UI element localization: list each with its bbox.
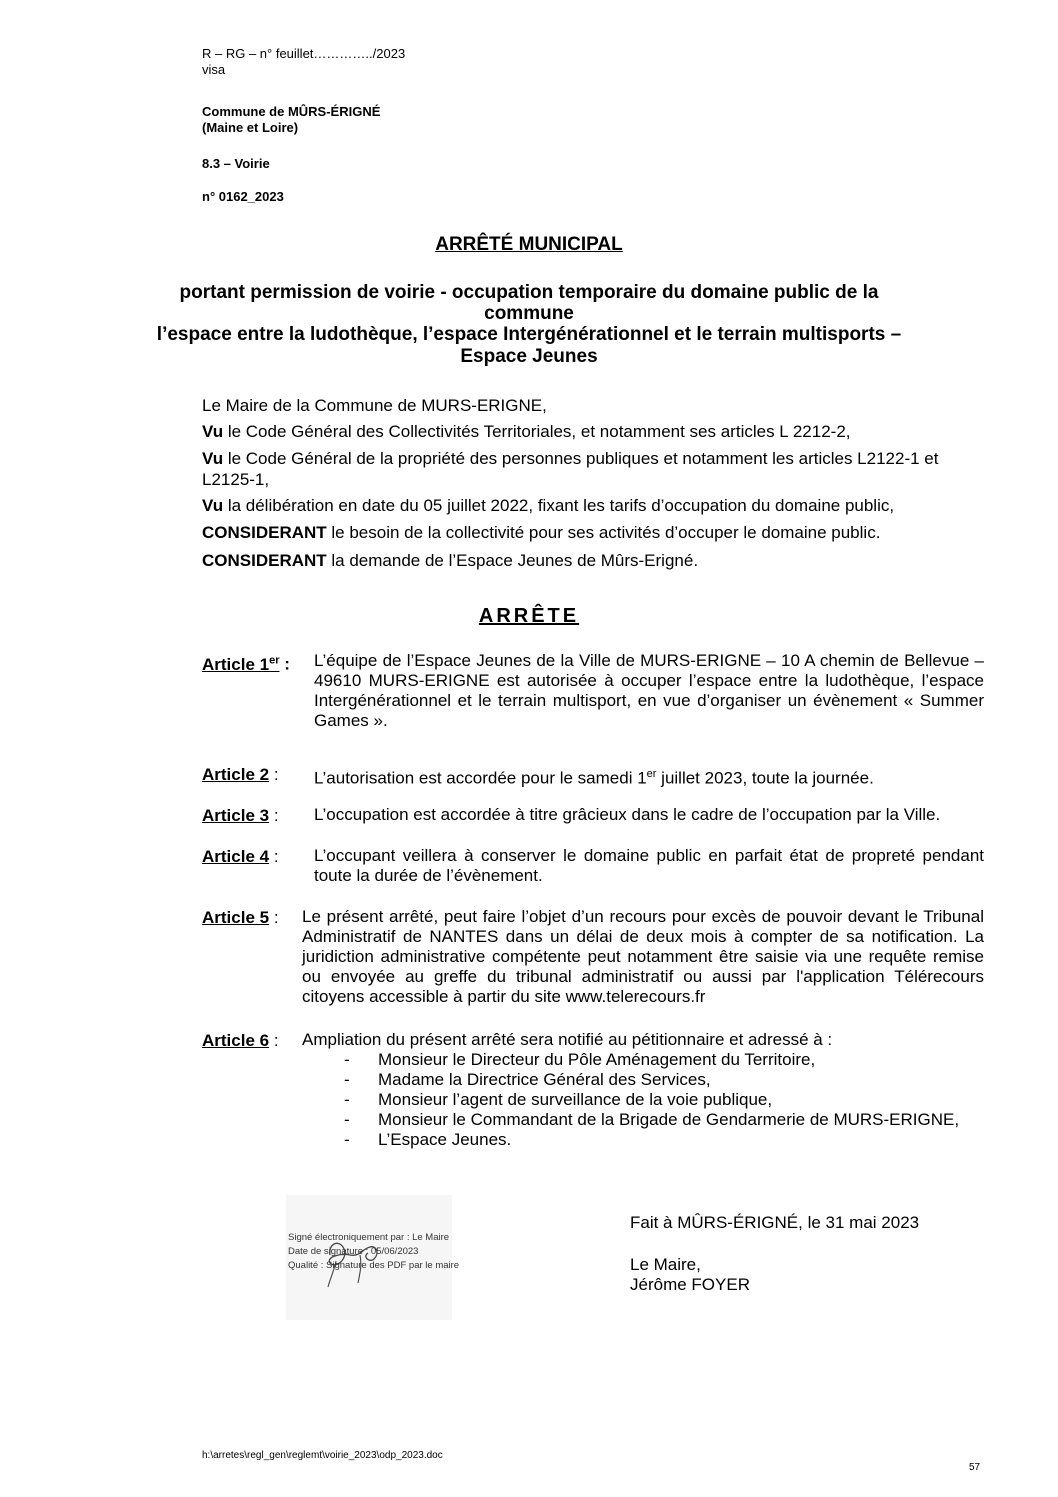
- article-2-text: [314, 764, 984, 789]
- article-6-label: [202, 1030, 279, 1051]
- recipient-item: - Monsieur le Commandant de la Brigade de Gendarmerie de MURS-ERIGNE,: [344, 1110, 984, 1130]
- preamble-item: [202, 522, 984, 543]
- subtitle-line-3: l’espace entre la ludothèque, l’espace Intergénérationnel et le terrain multisports –: [156, 324, 902, 345]
- signature-stamp-line-3: Qualité : Signature des PDF par le maire: [288, 1260, 460, 1271]
- arrete-heading-text: ARRÊTE: [478, 605, 580, 627]
- signature-stamp-line-2: Date de signature : 05/06/2023: [288, 1246, 419, 1257]
- article-2-text-after: juillet 2023, toute la journée.: [656, 768, 874, 788]
- article-label-text: Article 1: [202, 654, 270, 674]
- subtitle-line-1: portant permission de voirie - occupation temporaire du domaine public de la: [179, 282, 879, 303]
- document-title: [0, 234, 1058, 255]
- article-2-text-before: L’autorisation est accordée pour le samedi 1: [314, 768, 647, 788]
- preamble-text: la délibération en date du 05 juillet 2022, fixant les tarifs d’occupation du domaine public,: [223, 496, 895, 515]
- recipient-item: - Madame la Directrice Général des Services,: [344, 1070, 984, 1090]
- subtitle-line-2: commune: [484, 303, 574, 324]
- article-2-sup: er: [646, 768, 657, 780]
- article-label-text: Article 2: [202, 765, 270, 784]
- article-3-text: L’occupation est accordée à titre grâcieux dans le cadre de l’occupation par la Ville.: [314, 805, 941, 824]
- article-label-colon: :: [269, 908, 279, 927]
- commune-department: (Maine et Loire): [202, 120, 299, 135]
- footer-file-path: h:\arretes\regl_gen\reglemt\voirie_2023\odp_2023.doc: [202, 1450, 443, 1461]
- recipient-item: - Monsieur l’agent de surveillance de la voie publique,: [344, 1090, 984, 1110]
- preamble-item: [202, 495, 984, 516]
- arrete-number: n° 0162_2023: [202, 189, 284, 204]
- signature-name: Jérôme FOYER: [630, 1275, 750, 1294]
- preamble-text: le Code Général de la propriété des personnes publiques et notamment les articles L2122-1 et L2125-1,: [202, 449, 939, 489]
- article-1-text: L’équipe de l’Espace Jeunes de la Ville de MURS-ERIGNE – 10 A chemin de Bellevue – 49610 MURS-ERIGNE est autorisée à occuper l’espace entre la ludothèque, l’espace Intergénérationnel et le terrain multisport, en vue d’organiser un évènement « Summer Games ».: [314, 651, 984, 730]
- header-ref-line: R – RG – n° feuillet…………../2023: [202, 46, 406, 61]
- subtitle-line-4: Espace Jeunes: [460, 346, 598, 367]
- preamble-keyword: CONSIDERANT: [202, 551, 327, 570]
- signature-role: Le Maire,: [630, 1255, 701, 1274]
- recipients-list: [344, 1050, 984, 1150]
- article-label-colon: :: [269, 1031, 279, 1050]
- recipient-item: - L’Espace Jeunes.: [344, 1130, 984, 1150]
- article-2-label: [202, 764, 279, 785]
- article-5-label: [202, 907, 279, 928]
- document-title-text: ARRÊTÉ MUNICIPAL: [435, 234, 623, 255]
- preamble-text: le besoin de la collectivité pour ses activités d’occuper le domaine public.: [326, 523, 881, 542]
- article-label-colon: :: [279, 654, 290, 674]
- signature-place-date: Fait à MÛRS-ÉRIGNÉ, le 31 mai 2023: [630, 1213, 920, 1232]
- preamble-item: [202, 448, 984, 490]
- preamble-text: le Code Général des Collectivités Territoriales, et notamment ses articles L 2212-2,: [223, 422, 851, 441]
- article-label-text: Article 5: [202, 908, 270, 927]
- arrete-heading: [0, 604, 1058, 628]
- recipient-item: - Monsieur le Directeur du Pôle Aménagement du Territoire,: [344, 1050, 984, 1070]
- preamble-keyword: Vu: [202, 449, 224, 468]
- article-label-text: Article 6: [202, 1031, 270, 1050]
- signature-stamp-line-1: Signé électroniquement par : Le Maire: [288, 1232, 450, 1243]
- article-label-colon: :: [269, 765, 279, 784]
- preamble-mayor: Le Maire de la Commune de MURS-ERIGNE,: [202, 396, 547, 415]
- article-label-text: Article 4: [202, 847, 270, 866]
- category-label: 8.3 – Voirie: [202, 156, 270, 171]
- header-visa: visa: [202, 62, 226, 77]
- preamble-item: [202, 421, 984, 442]
- article-5-text: Le présent arrêté, peut faire l’objet d’un recours pour excès de pouvoir devant le Tribunal Administratif de NANTES dans un délai de deux mois à compter de sa notification. La juridiction administrative compétente peut notamment être saisie via une requête remise ou envoyée au greffe du tribunal administratif ou aussi par l'application Télérecours citoyens accessible à partir du site www.telerecours.fr: [302, 907, 984, 1006]
- preamble-keyword: Vu: [202, 422, 224, 441]
- article-label-colon: :: [269, 847, 279, 866]
- page-number: 57: [969, 1462, 981, 1473]
- preamble-text: la demande de l’Espace Jeunes de Mûrs-Erigné.: [326, 551, 699, 570]
- article-label-colon: :: [269, 806, 279, 825]
- article-3-label: [202, 805, 279, 826]
- preamble-keyword: Vu: [202, 496, 224, 515]
- preamble-item: [202, 550, 984, 571]
- commune-name: Commune de MÛRS-ÉRIGNÉ: [202, 104, 381, 119]
- article-1-label: [202, 650, 290, 675]
- article-label-sup: er: [269, 654, 280, 666]
- article-label-text: Article 3: [202, 806, 270, 825]
- article-4-label: [202, 846, 279, 867]
- article-4-text: L’occupant veillera à conserver le domaine public en parfait état de propreté pendant toute la durée de l’évènement.: [314, 846, 984, 885]
- preamble-keyword: CONSIDERANT: [202, 523, 327, 542]
- article-6-intro: Ampliation du présent arrêté sera notifié au pétitionnaire et adressé à :: [302, 1030, 833, 1049]
